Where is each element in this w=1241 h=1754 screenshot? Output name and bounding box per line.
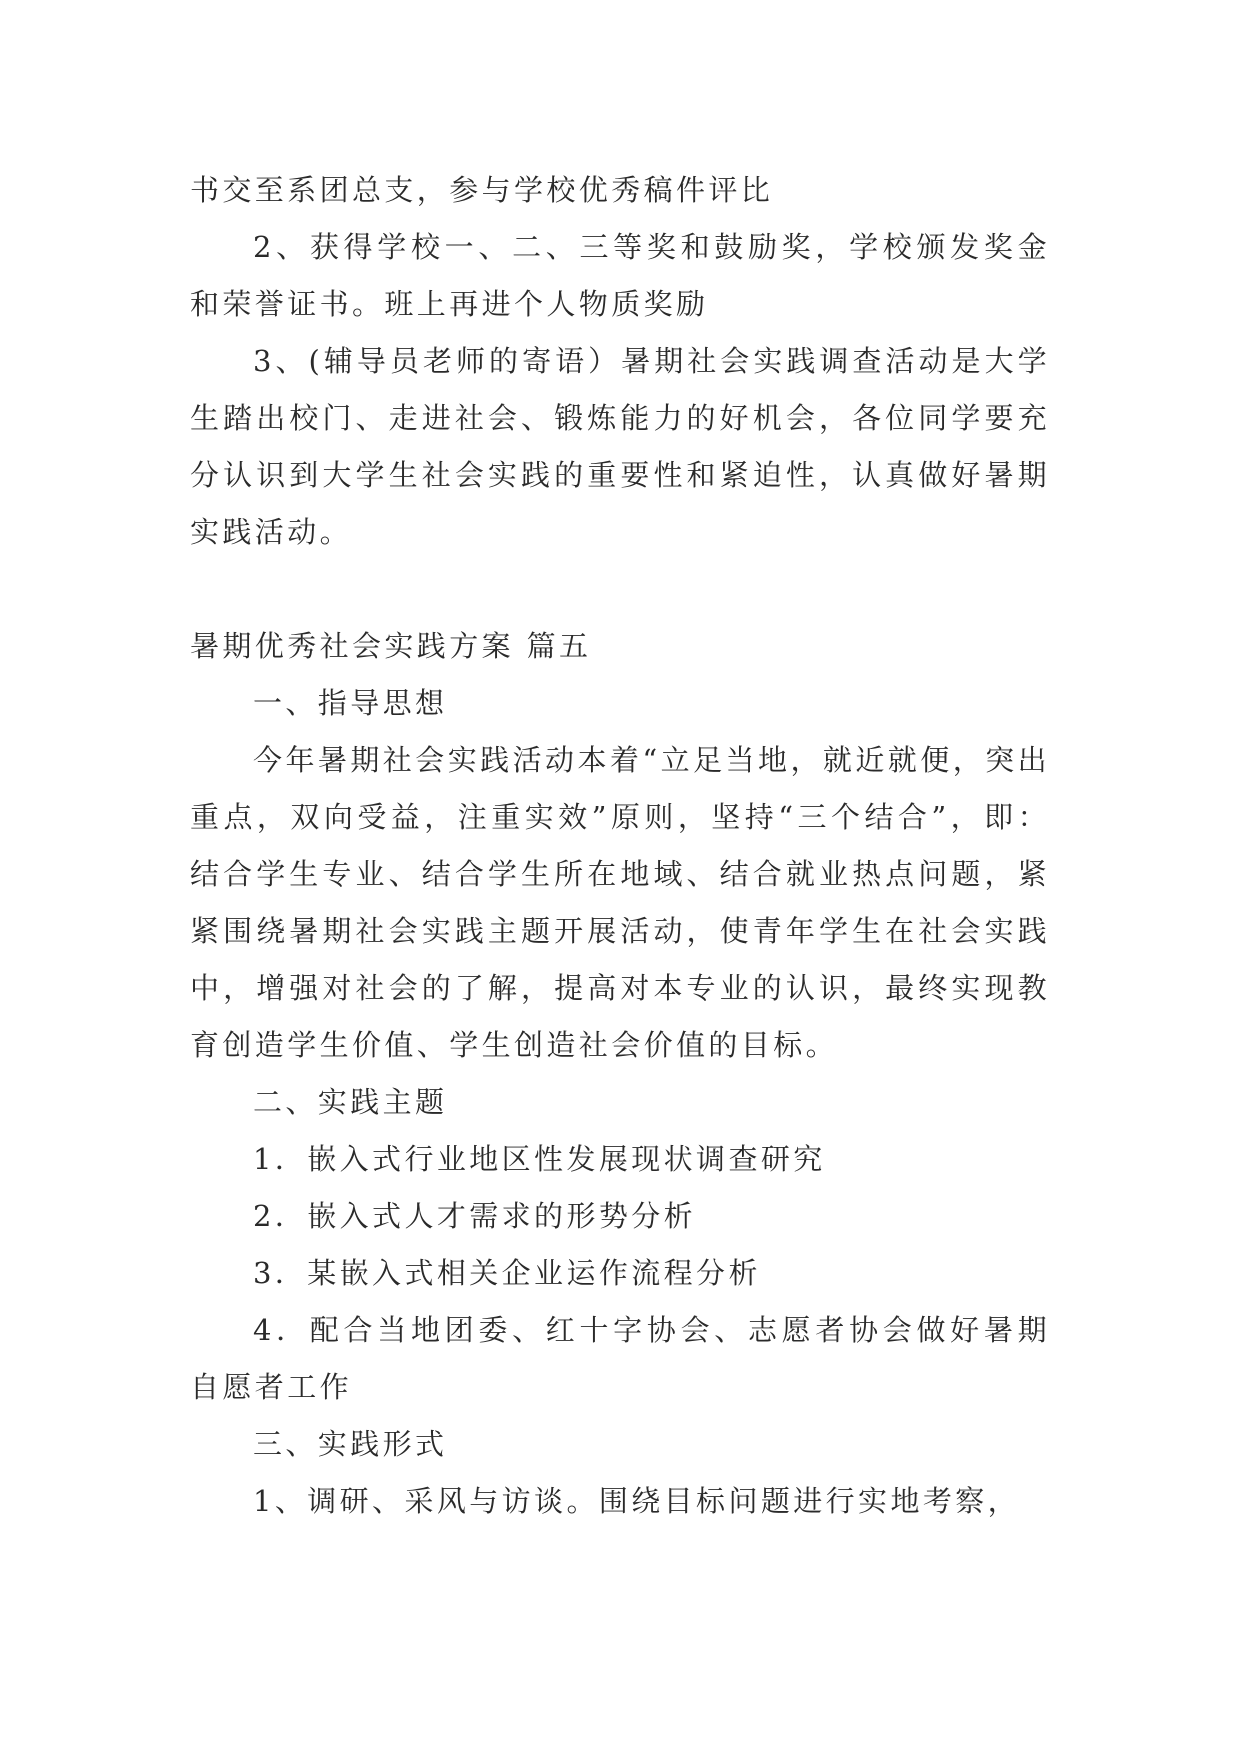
heading-guiding-ideology: 一、指导思想	[253, 686, 448, 720]
document-body	[190, 162, 1050, 1530]
blank-line	[190, 561, 1050, 618]
list-item-theme-2: 2．嵌入式人才需求的形势分析	[253, 1199, 697, 1233]
section-title: 暑期优秀社会实践方案 篇五	[190, 629, 592, 663]
paragraph-award-2: 2、获得学校一、二、三等奖和鼓励奖，学校颁发奖金和荣誉证书。班上再进个人物质奖励	[190, 230, 1050, 321]
list-item-theme-1: 1．嵌入式行业地区性发展现状调查研究	[253, 1142, 826, 1176]
list-item-theme-4: 4．配合当地团委、红十字协会、志愿者协会做好暑期自愿者工作	[190, 1313, 1050, 1404]
heading-practice-form: 三、实践形式	[253, 1427, 448, 1461]
list-item-theme-3: 3．某嵌入式相关企业运作流程分析	[253, 1256, 761, 1290]
heading-practice-theme: 二、实践主题	[253, 1085, 448, 1119]
paragraph-continuation: 书交至系团总支，参与学校优秀稿件评比	[190, 173, 774, 207]
list-item-form-1: 1、调研、采风与访谈。围绕目标问题进行实地考察，	[253, 1484, 1021, 1518]
paragraph-counselor-message: 3、(辅导员老师的寄语）暑期社会实践调查活动是大学生踏出校门、走进社会、锻炼能力的好机会，各位同学要充分认识到大学生社会实践的重要性和紧迫性，认真做好暑期实践活动。	[190, 344, 1050, 549]
paragraph-guiding-ideology: 今年暑期社会实践活动本着“立足当地，就近就便，突出重点，双向受益，注重实效”原则，坚持“三个结合”，即：结合学生专业、结合学生所在地域、结合就业热点问题，紧紧围绕暑期社会实践主题开展活动，使青年学生在社会实践中，增强对社会的了解，提高对本专业的认识，最终实现教育创造学生价值、学生创造社会价值的目标。	[190, 743, 1050, 1062]
